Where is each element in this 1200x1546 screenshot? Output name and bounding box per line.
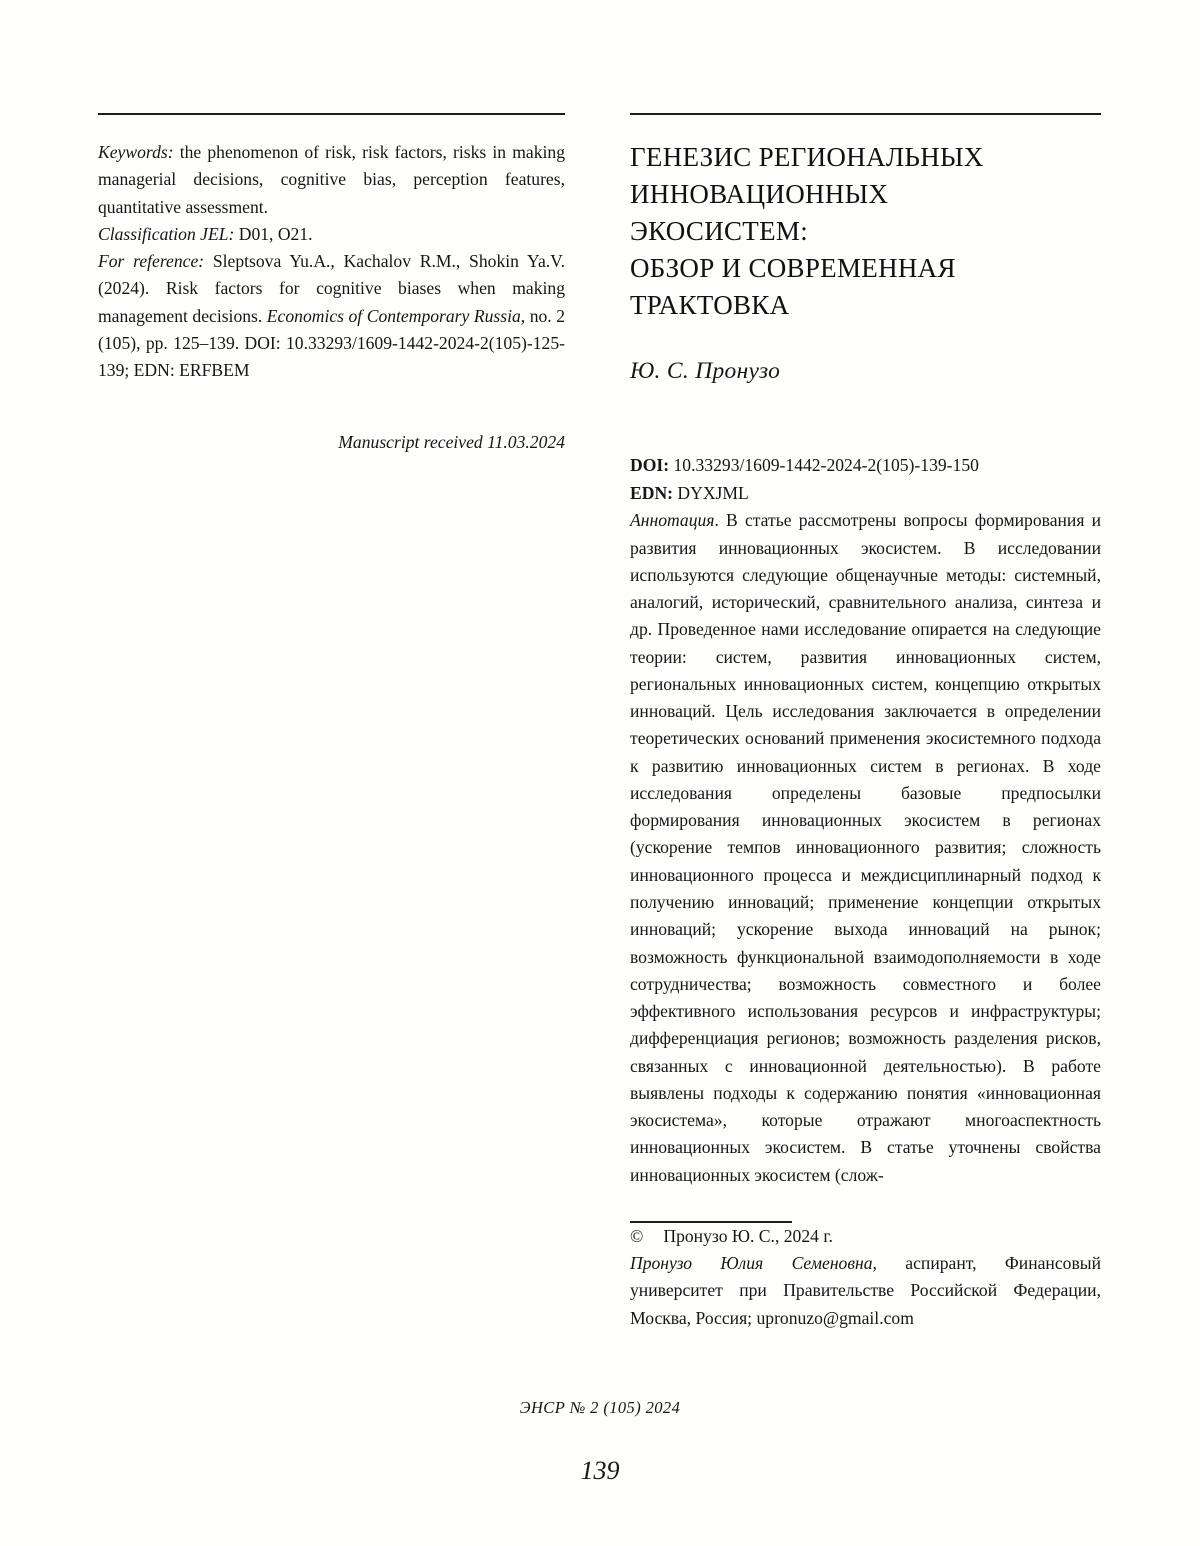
copyright-line: [630, 1223, 1101, 1250]
reference-journal-title: Economics of Contemporary Russia: [266, 305, 521, 326]
abstract-paragraph: [630, 507, 1101, 1189]
copyright-symbol: ©: [630, 1225, 644, 1246]
left-column: [98, 113, 565, 1332]
reference-text-1: Sleptsova Yu.A., Kachalov R.M., Shokin Ya.V. (2024). Risk factors for cognitive biases when making management decisions.: [98, 251, 565, 326]
footer-page-number: 139: [580, 1456, 620, 1485]
reference-label: For reference:: [98, 251, 205, 272]
classification-label: Classification JEL:: [98, 223, 235, 244]
doi-line: [630, 451, 1101, 479]
abstract-text: . В статье рассмотрены вопросы формирования и развития инновационных экосистем. В исследовании используются следующие общенаучные методы: системный, аналогий, исторический, сравнительного анализа, синтеза и др. Проведенное нами исследование опирается на следующие теории: систем, развития инновационных систем, региональных инновационных систем, концепцию открытых инноваций. Цель исследования заключается в определении теоретических оснований применения экосистемного подхода к развитию инновационных систем в регионах. В ходе исследования определены базовые предпосылки формирования инновационных экосистем в регионах (ускорение темпов инновационного развития; сложность инновационного процесса и междисциплинарный подход к получению инноваций; применение концепции открытых инноваций; ускорение выхода инноваций на рынок; возможность функциональной взаимодополняемости в ходе сотрудничества; возможность совместного и более эффективного использования ресурсов и инфраструктуры; дифференциация регионов; возможность разделения рисков, связанных с инновационной деятельностью). В работе выявлены подходы к содержанию понятия «инновационная экосистема», которые отражают многоаспектность инновационных экосистем. В статье уточнены свойства инновационных экосистем (слож-: [630, 510, 1101, 1185]
doi-edn-block: [630, 451, 1101, 507]
author-bio-name: Пронузо Юлия Семеновна,: [630, 1253, 877, 1274]
footer-journal-info: ЭНСР № 2 (105) 2024: [519, 1398, 681, 1417]
keywords-label: Keywords:: [98, 142, 174, 162]
title-line: ТРАКТОВКА: [630, 290, 790, 320]
doi-label: DOI:: [630, 455, 670, 475]
classification-value: D01, O21.: [234, 223, 313, 244]
title-line: ИННОВАЦИОННЫХ: [630, 179, 889, 209]
author-bio-text: аспирант, Финансовый университет при Правительстве Российской Федерации, Москва, Россия; upronuzo@gmail.com: [630, 1253, 1101, 1328]
edn-value: DYXJML: [673, 483, 749, 504]
right-column-rule: [630, 113, 1101, 115]
manuscript-received-note: Manuscript received 11.03.2024: [338, 432, 565, 453]
reference-paragraph: [98, 248, 565, 384]
keywords-text: the phenomenon of risk, risk factors, risks in making managerial decisions, cognitive bias, perception features, quantitative assessment.: [98, 142, 565, 217]
keywords-paragraph: [98, 139, 565, 221]
copyright-text: Пронузо Ю. С., 2024 г.: [663, 1225, 833, 1246]
classification-paragraph: [98, 221, 565, 248]
reference-text-2: , no. 2 (105), pp. 125–139. DOI: 10.33293/1609-1442-2024-2(105)-125-139; EDN: ERFBEM: [98, 305, 566, 381]
title-line: ОБЗОР И СОВРЕМЕННАЯ: [630, 253, 956, 283]
left-column-rule: [98, 113, 565, 115]
right-column: [630, 113, 1101, 1332]
title-line: ГЕНЕЗИС РЕГИОНАЛЬНЫХ: [630, 142, 984, 172]
doi-value: 10.33293/1609-1442-2024-2(105)-139-150: [669, 455, 979, 475]
article-author: Ю. С. Пронузо: [630, 358, 781, 384]
two-column-layout: [98, 113, 1101, 1332]
edn-line: [630, 479, 1101, 507]
author-bio: [630, 1250, 1101, 1332]
title-line: ЭКОСИСТЕМ:: [630, 216, 808, 246]
article-title: [630, 139, 1101, 324]
edn-label: EDN:: [630, 483, 674, 504]
abstract-label: Аннотация: [630, 510, 715, 531]
